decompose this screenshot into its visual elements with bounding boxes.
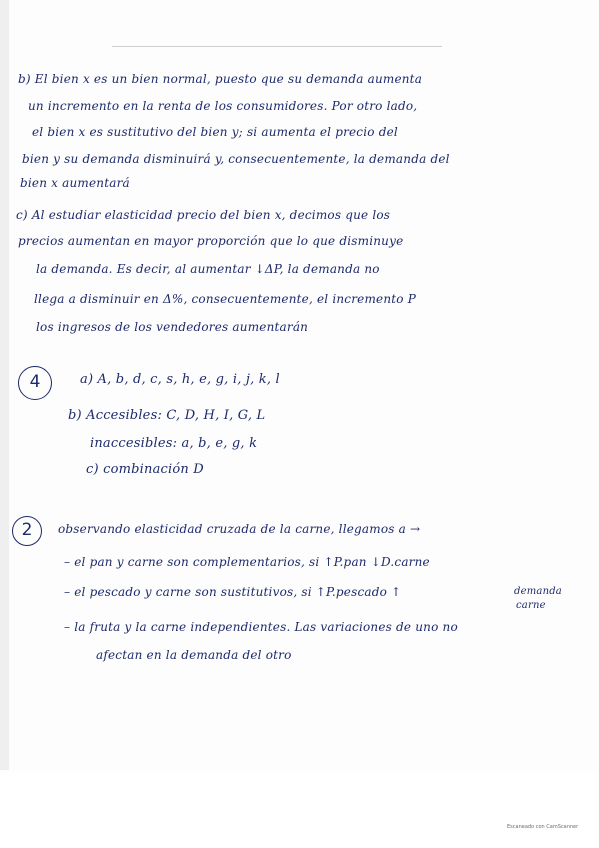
- section-c-line-5: los ingresos de los vendedores aumentarán: [36, 320, 309, 334]
- section-c-line-4: llega a disminuir en Δ%, consecuentemente, el incremento P: [34, 292, 417, 306]
- section-b-line-1: b) El bien x es un bien normal, puesto que su demanda aumenta: [18, 72, 423, 86]
- section-b-line-3: el bien x es sustitutivo del bien y; si aumenta el precio del: [32, 125, 398, 139]
- exercise-4-line-inaccessible: inaccesibles: a, b, e, g, k: [90, 436, 258, 451]
- section-c-line-2: precios aumentan en mayor proporción que lo que disminuye: [18, 234, 404, 248]
- section-c-line-3: la demanda. Es decir, al aumentar ↓ΔP, la demanda no: [36, 262, 380, 276]
- exercise-2-complementary-line: – el pan y carne son complementarios, si ↑P.pan ↓D.carne: [64, 555, 430, 569]
- exercise-2-substitutes-line: – el pescado y carne son sustitutivos, si ↑P.pescado ↑: [64, 585, 402, 599]
- exercise-4-line-a: a) A, b, d, c, s, h, e, g, i, j, k, l: [80, 372, 280, 387]
- exercise-4-line-c: c) combinación D: [86, 462, 204, 477]
- exercise-2-margin-note-2: carne: [516, 600, 546, 611]
- scan-bottom-margin: [0, 772, 599, 848]
- exercise-2-effect-line: afectan en la demanda del otro: [96, 648, 292, 662]
- section-c-line-1: c) Al estudiar elasticidad precio del bien x, decimos que los: [16, 208, 391, 222]
- exercise-2-independent-line: – la fruta y la carne independientes. Las variaciones de uno no: [64, 620, 458, 634]
- top-ruled-line: [112, 46, 442, 47]
- section-b-line-2: un incremento en la renta de los consumidores. Por otro lado,: [28, 99, 418, 113]
- scanner-watermark: Escaneado con CamScanner: [507, 824, 579, 830]
- exercise-2-intro-line: observando elasticidad cruzada de la carne, llegamos a →: [58, 522, 421, 536]
- page-edge-shadow: [0, 0, 9, 770]
- exercise-4-line-b: b) Accesibles: C, D, H, I, G, L: [68, 408, 266, 423]
- exercise-2-circled-number: 2: [12, 516, 42, 546]
- section-b-line-5: bien x aumentará: [20, 176, 130, 190]
- exercise-2-margin-note-1: demanda: [514, 586, 562, 597]
- exercise-4-circled-number: 4: [18, 366, 52, 400]
- section-b-line-4: bien y su demanda disminuirá y, consecuentemente, la demanda del: [22, 152, 450, 166]
